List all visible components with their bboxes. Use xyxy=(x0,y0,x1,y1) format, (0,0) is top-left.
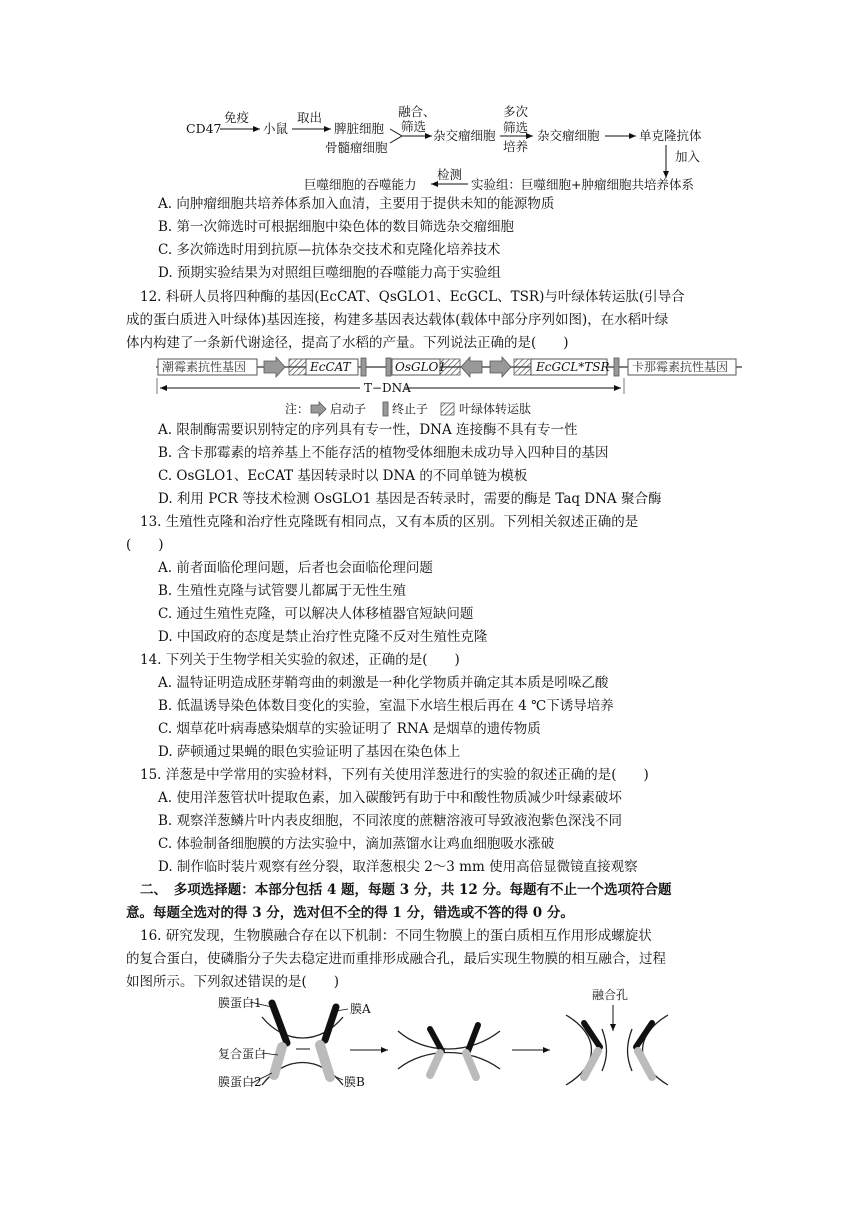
section-2-heading-line-2: 意。每题全选对的得 3 分，选对但不全的得 1 分，错选或不答的得 0 分。 xyxy=(126,905,574,921)
spleen-cell-label: 脾脏细胞 xyxy=(334,121,385,136)
q15-option-d: D. 制作临时装片观察有丝分裂，取洋葱根尖 2～3 mm 使用高倍显微镜直接观察 xyxy=(158,859,638,875)
membrane-a-label: 膜A xyxy=(350,1002,371,1016)
q12-option-d: D. 利用 PCR 等技术检测 OsGLO1 基因是否转录时，需要的酶是 Taq DNA 聚合酶 xyxy=(158,491,662,507)
hyg-gene-label: 潮霉素抗性基因 xyxy=(162,360,247,374)
q11-option-c: C. 多次筛选时用到抗原—抗体杂交技术和克隆化培养技术 xyxy=(158,242,501,258)
membrane-protein-2-label: 膜蛋白2 xyxy=(218,1075,262,1089)
experiment-group-label: 实验组：巨噬细胞+肿瘤细胞共培养体系 xyxy=(471,177,694,192)
add-label: 加入 xyxy=(675,149,701,164)
q12-option-c: C. OsGLO1、EcCAT 基因转录时以 DNA 的不同单链为模板 xyxy=(158,468,528,484)
q13-stem-line-2: ( ) xyxy=(126,537,164,553)
legend-promoter-label: 启动子 xyxy=(330,402,367,416)
osglo1-label: OsGLO1 xyxy=(395,360,447,374)
stage-2 xyxy=(398,1025,500,1077)
membrane-protein-1-label: 膜蛋白1 xyxy=(218,996,262,1010)
q13-stem-line-1: 13. 生殖性克隆和治疗性克隆既有相同点，又有本质的区别。下列相关叙述正确的是 xyxy=(140,514,639,530)
q11-option-a: A. 向肿瘤细胞共培养体系加入血清，主要用于提供未知的能源物质 xyxy=(158,196,555,212)
kan-gene-label: 卡那霉素抗性基因 xyxy=(632,360,729,374)
membrane-graphic xyxy=(0,985,860,1095)
legend-terminator-label: 终止子 xyxy=(392,402,429,416)
q12-stem-line-3: 体内构建了一条新代谢途径，提高了水稻的产量。下列说法正确的是( ) xyxy=(126,335,569,351)
hybrid-cell-1-label: 杂交瘤细胞 xyxy=(433,128,496,143)
eccat-label: EcCAT xyxy=(310,360,351,374)
q15-option-a: A. 使用洋葱管状叶提取色素，加入碳酸钙有助于中和酸性物质减少叶绿素破坏 xyxy=(158,790,622,806)
q12-stem-line-1: 12. 科研人员将四种酶的基因(EcCAT、QsGLO1、EcGCL、TSR)与叶绿体转运肽(引导合 xyxy=(140,289,685,305)
q12-option-a: A. 限制酶需要识别特定的序列具有专一性，DNA 连接酶不具有专一性 xyxy=(158,422,578,438)
q14-option-d: D. 萨顿通过果蝇的眼色实验证明了基因在染色体上 xyxy=(158,744,461,760)
flow-arrows xyxy=(0,0,860,200)
q13-option-d: D. 中国政府的态度是禁止治疗性克隆不反对生殖性克隆 xyxy=(158,629,488,645)
legend-peptide-label: 叶绿体转运肽 xyxy=(459,402,532,416)
fuse-label: 融合、 xyxy=(398,104,436,119)
q14-option-b: B. 低温诱导染色体数目变化的实验，室温下水培生根后再在 4 ℃下诱导培养 xyxy=(158,698,614,714)
multi-label-3: 培养 xyxy=(503,139,529,154)
q13-option-c: C. 通过生殖性克隆，可以解决人体移植器官短缺问题 xyxy=(158,606,474,622)
mouse-label: 小鼠 xyxy=(263,121,289,136)
q12-stem-line-2: 成的蛋白质进入叶绿体)基因连接，构建多基因表达载体(载体中部分序列如图)，在水稻叶绿 xyxy=(126,312,669,328)
q15-option-b: B. 观察洋葱鳞片叶内表皮细胞，不同浓度的蔗糖溶液可导致液泡紫色深浅不同 xyxy=(158,813,623,829)
stage-3 xyxy=(566,1005,668,1085)
hybrid-cell-2-label: 杂交瘤细胞 xyxy=(537,128,600,143)
q16-stem-line-2: 的复合蛋白，使磷脂分子失去稳定进而重排形成融合孔，最后实现生物膜的相互融合，过程 xyxy=(126,951,666,967)
q11-option-b: B. 第一次筛选时可根据细胞中染色体的数目筛选杂交瘤细胞 xyxy=(158,219,515,235)
membrane-b-label: 膜B xyxy=(344,1075,365,1089)
q15-stem: 15. 洋葱是中学常用的实验材料，下列有关使用洋葱进行的实验的叙述正确的是( ) xyxy=(140,767,649,783)
extract-label: 取出 xyxy=(297,110,323,125)
q14-option-c: C. 烟草花叶病毒感染烟草的实验证明了 RNA 是烟草的遗传物质 xyxy=(158,721,541,737)
legend-note-label: 注： xyxy=(285,402,310,416)
multi-label-2: 筛选 xyxy=(503,120,529,135)
immune-label: 免疫 xyxy=(224,110,250,125)
myeloma-cell-label: 骨髓瘤细胞 xyxy=(325,140,388,155)
section-2-heading-line-1: 二、 多项选择题：本部分包括 4 题，每题 3 分，共 12 分。每题有不止一个选项符合题 xyxy=(140,882,672,898)
screen-label: 筛选 xyxy=(401,119,427,134)
fusion-pore-label: 融合孔 xyxy=(592,988,629,1002)
q16-stem-line-3: 如图所示。下列叙述错误的是( ) xyxy=(126,974,340,990)
tdna-label: T−DNA xyxy=(364,381,411,395)
q14-stem: 14. 下列关于生物学相关实验的叙述，正确的是( ) xyxy=(140,652,460,668)
mab-label: 单克隆抗体 xyxy=(639,128,702,143)
q13-option-b: B. 生殖性克隆与试管婴儿都属于无性生殖 xyxy=(158,583,407,599)
ecgcl-tsr-label: EcGCL*TSR xyxy=(536,360,610,374)
q11-option-d: D. 预期实验结果为对照组巨噬细胞的吞噬能力高于实验组 xyxy=(158,265,501,281)
q15-option-c: C. 体验制备细胞膜的方法实验中，滴加蒸馏水让鸡血细胞吸水涨破 xyxy=(158,836,555,852)
q13-option-a: A. 前者面临伦理问题，后者也会面临伦理问题 xyxy=(158,560,433,576)
macrophage-ability-label: 巨噬细胞的吞噬能力 xyxy=(304,177,417,192)
detect-label: 检测 xyxy=(437,167,463,182)
q14-option-a: A. 温特证明造成胚芽鞘弯曲的刺激是一种化学物质并确定其本质是吲哚乙酸 xyxy=(158,675,609,691)
complex-protein-label: 复合蛋白 xyxy=(218,1047,267,1061)
stage-1 xyxy=(262,1003,343,1085)
q12-option-b: B. 含卡那霉素的培养基上不能存活的植物受体细胞未成功导入四种目的基因 xyxy=(158,445,609,461)
cd47-label: CD47 xyxy=(186,121,222,136)
q16-stem-line-1: 16. 研究发现，生物膜融合存在以下机制：不同生物膜上的蛋白质相互作用形成螺旋状 xyxy=(140,928,652,944)
multi-label-1: 多次 xyxy=(503,104,529,119)
